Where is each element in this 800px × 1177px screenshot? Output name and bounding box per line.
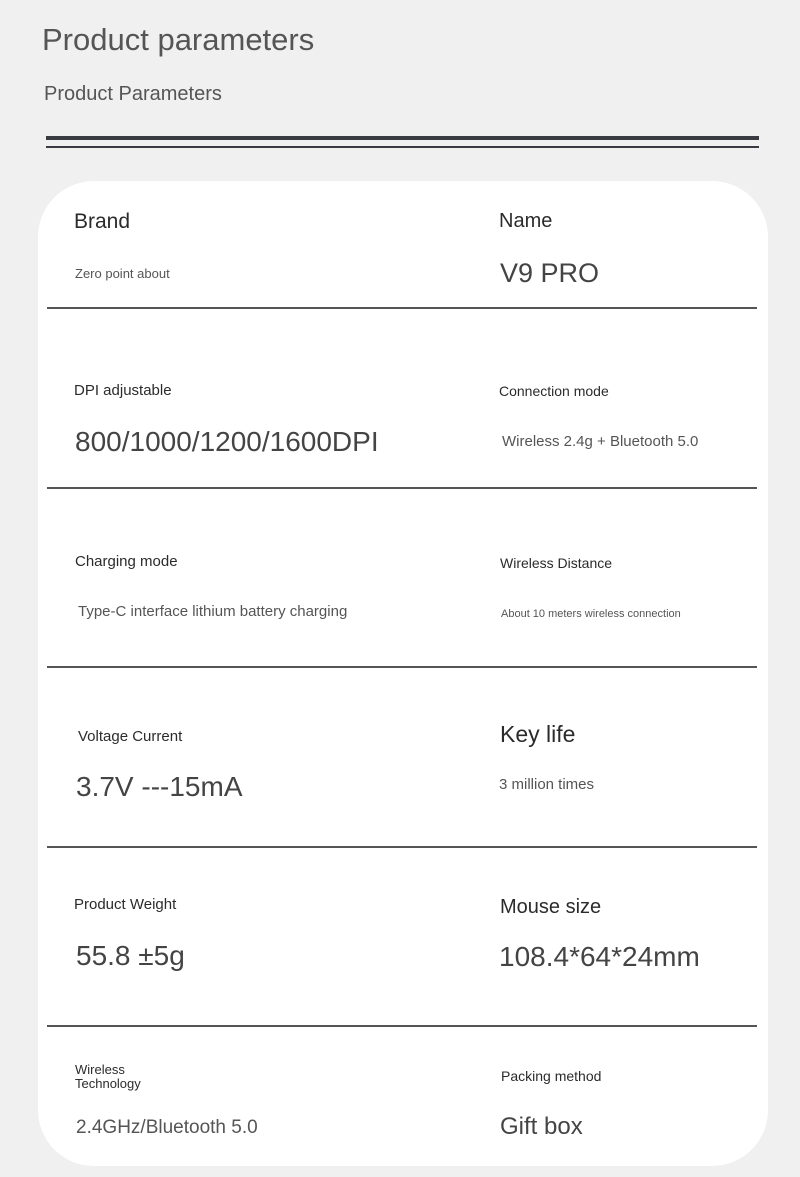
param-label-charging: Charging mode bbox=[75, 553, 178, 570]
param-value-connection: Wireless 2.4g + Bluetooth 5.0 bbox=[502, 433, 699, 450]
param-label-wireless-technology: Wireless Technology bbox=[75, 1062, 141, 1091]
param-value-weight: 55.8 ±5g bbox=[76, 940, 185, 971]
param-value-wireless-technology: 2.4GHz/Bluetooth 5.0 bbox=[76, 1117, 258, 1138]
param-label-name: Name bbox=[499, 210, 553, 232]
header-divider-thick bbox=[46, 136, 759, 140]
param-value-voltage: 3.7V ---15mA bbox=[76, 771, 243, 802]
param-label-mouse-size: Mouse size bbox=[500, 896, 602, 918]
param-value-wireless-distance: About 10 meters wireless connection bbox=[501, 608, 681, 620]
row-divider bbox=[47, 846, 757, 848]
param-value-key-life: 3 million times bbox=[499, 776, 595, 793]
row-divider bbox=[47, 487, 757, 489]
param-label-packing: Packing method bbox=[501, 1068, 602, 1084]
param-value-charging: Type-C interface lithium battery charging bbox=[78, 603, 348, 620]
param-label-weight: Product Weight bbox=[74, 896, 177, 913]
param-label-voltage: Voltage Current bbox=[78, 728, 183, 745]
param-value-brand: Zero point about bbox=[75, 266, 170, 281]
param-value-name: V9 PRO bbox=[500, 258, 600, 288]
page-title: Product parameters bbox=[42, 22, 315, 57]
param-label-key-life: Key life bbox=[500, 721, 576, 747]
param-label-brand: Brand bbox=[74, 210, 131, 233]
header-divider-thin bbox=[46, 146, 759, 148]
param-label-wireless-distance: Wireless Distance bbox=[500, 555, 613, 571]
parameters-card bbox=[38, 181, 768, 1166]
row-divider bbox=[47, 1025, 757, 1027]
row-divider bbox=[47, 307, 757, 309]
param-value-mouse-size: 108.4*64*24mm bbox=[499, 941, 700, 972]
page-subtitle: Product Parameters bbox=[44, 83, 222, 105]
row-divider bbox=[47, 666, 757, 668]
param-label-connection: Connection mode bbox=[499, 383, 609, 399]
param-value-packing: Gift box bbox=[500, 1113, 583, 1140]
param-label-dpi: DPI adjustable bbox=[74, 382, 172, 399]
param-value-dpi: 800/1000/1200/1600DPI bbox=[75, 426, 379, 457]
